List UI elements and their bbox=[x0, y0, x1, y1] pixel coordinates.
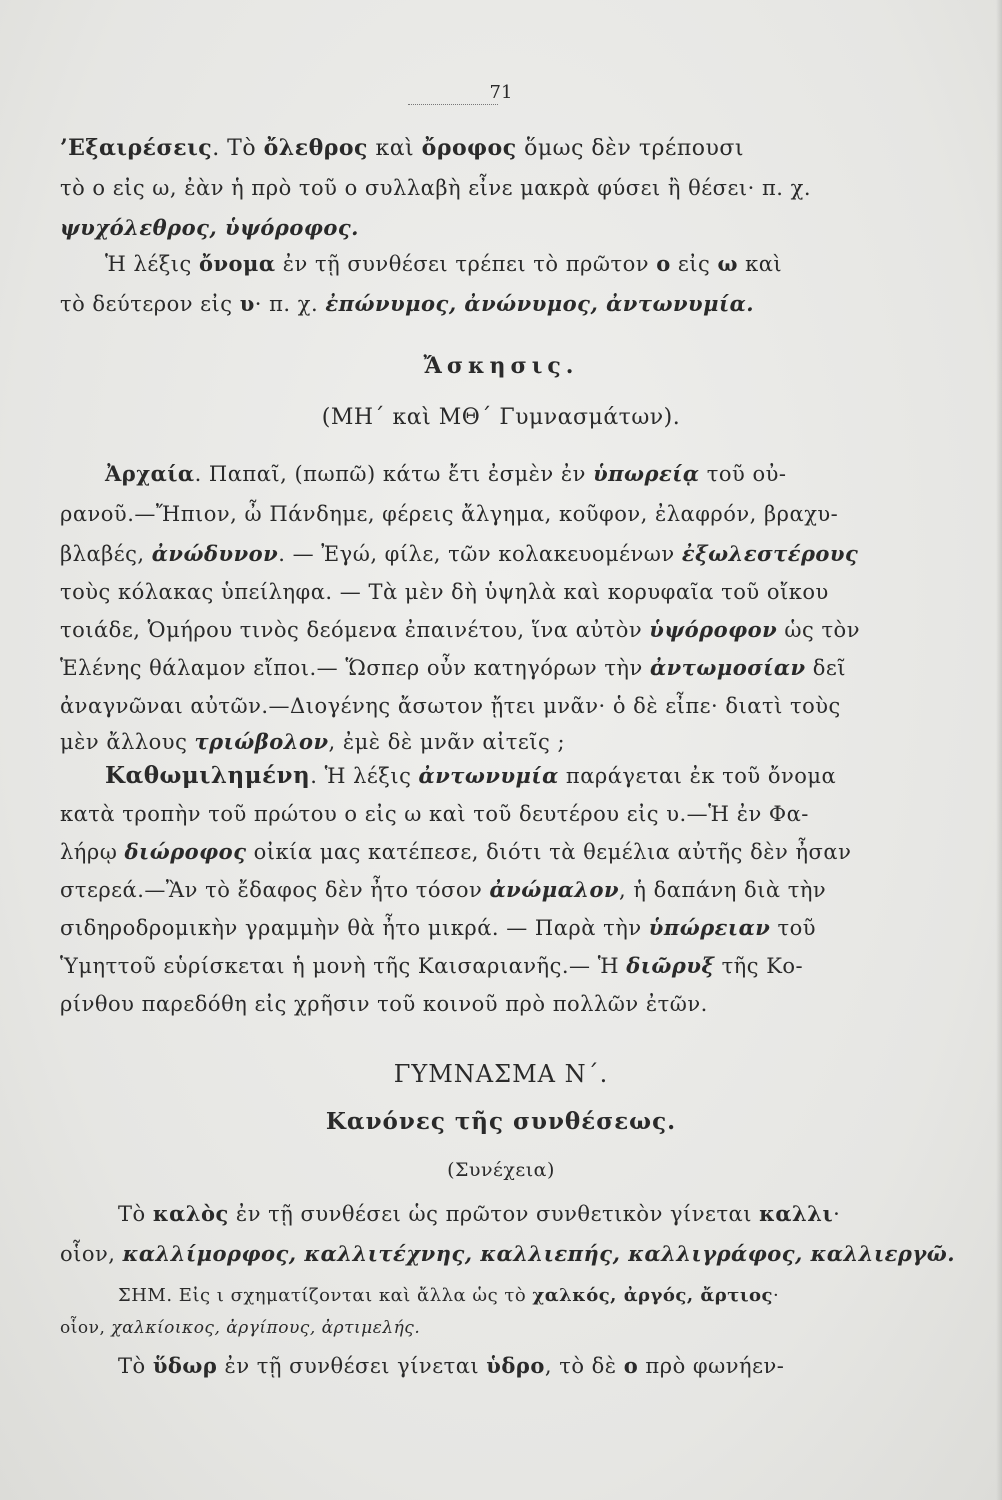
note-line-2 bbox=[60, 1314, 1002, 1342]
kathomilimeni-label: Καθωμιλημένη bbox=[105, 762, 311, 789]
example-words: καλλίμορφος, καλλιτέχνης, καλλιεπής, καλλιγράφος, καλλιεργῶ. bbox=[122, 1241, 956, 1266]
text: εἰς bbox=[670, 252, 718, 276]
word-dioryx: διῶρυξ bbox=[626, 953, 715, 978]
word-anomalon: ἀνώμαλον bbox=[489, 877, 620, 902]
word-antonymia: ἀντωνυμία bbox=[418, 763, 559, 788]
text: . — Ἐγώ, φίλε, τῶν κολακευομένων bbox=[278, 542, 682, 566]
exceptions-line-3: ψυχόλεθρος, ὑψόροφος. bbox=[60, 215, 359, 240]
example-words: χαλκός, ἀργός, ἄρτιος bbox=[532, 1285, 774, 1306]
word-hyporeian: ὑπώρειαν bbox=[648, 915, 771, 940]
note-label: ΣΗΜ. bbox=[118, 1285, 173, 1306]
text: τὸ δεύτερον εἰς bbox=[60, 292, 240, 316]
text: οἰκία μας κατέπεσε, διότι τὰ θεμέλια αὐτῆς δὲν ἦσαν bbox=[246, 840, 852, 864]
kathomilimeni-line-3 bbox=[60, 838, 1002, 866]
word-hyporeia: ὑπωρείᾳ bbox=[593, 461, 700, 486]
kathomilimeni-line-7: ρίνθου παρεδόθη εἰς χρῆσιν τοῦ κοινοῦ πρὸ πολλῶν ἐτῶν. bbox=[60, 992, 708, 1016]
text: καὶ bbox=[367, 136, 422, 161]
text: Εἰς ι σχηματίζονται καὶ ἄλλα ὡς τὸ bbox=[172, 1285, 533, 1306]
text: . Ἡ λέξις bbox=[310, 764, 419, 788]
example-words: ἐπώνυμος, ἀνώνυμος, ἀντωνυμία. bbox=[325, 291, 755, 316]
text: τοῦ οὐ- bbox=[699, 462, 787, 486]
text: τοιάδε, Ὁμήρου τινὸς δεόμενα ἐπαινέτου, ἵνα αὐτὸν bbox=[60, 618, 650, 642]
word-diorofos: διώροφος bbox=[124, 839, 247, 864]
hydor-line-1 bbox=[118, 1352, 1002, 1380]
archaia-line-7: ἀναγνῶναι αὐτῶν.—Διογένης ἄσωτον ᾔτει μνᾶν· ὁ δὲ εἶπε· διατὶ τοὺς bbox=[60, 694, 841, 718]
text: . Τὸ bbox=[212, 136, 264, 161]
text: Ὑμηττοῦ εὑρίσκεται ἡ μονὴ τῆς Καισαριανῆς.— Ἡ bbox=[60, 954, 627, 978]
archaia-line-5 bbox=[60, 616, 1002, 644]
word-onoma: ὄνομα bbox=[198, 251, 276, 276]
kathomilimeni-line-4 bbox=[60, 876, 1002, 904]
text: ἐν τῇ συνθέσει τρέπει τὸ πρῶτον bbox=[275, 252, 657, 276]
exercise-subtitle: (ΜΗ΄ καὶ ΜΘ΄ Γυμνασμάτων). bbox=[321, 405, 681, 430]
text: ἐν τῇ συνθέσει ὡς πρῶτον συνθετικὸν γίνεται bbox=[228, 1202, 760, 1226]
letter-o: ο bbox=[623, 1353, 639, 1378]
text: δεῖ bbox=[805, 656, 847, 680]
text: οἷον, bbox=[60, 1318, 112, 1338]
archaia-line-1 bbox=[105, 460, 1002, 488]
text: · bbox=[773, 1285, 780, 1306]
kathomilimeni-line-2: κατὰ τροπὴν τοῦ πρώτου ο εἰς ω καὶ τοῦ δευτέρου εἰς υ.—Ἡ ἐν Φα- bbox=[60, 802, 809, 826]
text: , ἡ δαπάνη διὰ τὴν bbox=[619, 878, 827, 902]
text: καὶ bbox=[737, 252, 783, 276]
letter-upsilon: υ bbox=[239, 291, 255, 316]
gymnasma-continuation: (Συνέχεια) bbox=[447, 1159, 555, 1181]
word-anodynon: ἀνώδυνον bbox=[151, 541, 279, 566]
word-trioboloon: τριώβολον bbox=[194, 729, 329, 754]
text: πρὸ φωνήεν- bbox=[638, 1354, 785, 1378]
archaia-label: Ἀρχαία bbox=[105, 461, 195, 486]
text: τοῦ bbox=[770, 916, 817, 940]
exceptions-label: ’Εξαιρέσεις bbox=[60, 135, 213, 161]
text: Ἡ λέξις bbox=[105, 252, 199, 276]
text: Τὸ bbox=[118, 1202, 153, 1226]
text: παράγεται ἐκ τοῦ ὄνομα bbox=[558, 764, 837, 788]
word-olethros: ὄλεθρος bbox=[263, 135, 368, 161]
word-orofos: ὄροφος bbox=[421, 135, 517, 161]
word-kalos: καλὸς bbox=[152, 1201, 229, 1226]
archaia-line-6 bbox=[60, 654, 1002, 682]
text: ἐν τῇ συνθέσει γίνεται bbox=[217, 1354, 487, 1378]
letter-o: ο bbox=[656, 251, 671, 276]
gymnasma-subtitle: Κανόνες τῆς συνθέσεως. bbox=[325, 1108, 677, 1135]
text: · bbox=[833, 1202, 841, 1226]
letter-omega: ω bbox=[717, 251, 738, 276]
text: · π. χ. bbox=[254, 292, 326, 316]
kathomilimeni-line-6 bbox=[60, 952, 1002, 980]
text: τῆς Κο- bbox=[714, 954, 804, 978]
gymnasma-title: ΓΥΜΝΑΣΜΑ Ν΄. bbox=[393, 1060, 609, 1088]
text: Τὸ bbox=[118, 1354, 153, 1378]
word-hypsorofon: ὑψόροφον bbox=[649, 617, 778, 642]
kalos-line-2 bbox=[60, 1240, 1002, 1268]
text: . Παπαῖ, (πωπῶ) κάτω ἔτι ἐσμὲν ἐν bbox=[194, 462, 594, 486]
archaia-line-8 bbox=[60, 728, 1002, 756]
onoma-line-2 bbox=[60, 290, 1002, 318]
word-hydor: ὕδωρ bbox=[152, 1353, 218, 1378]
word-kalli: καλλι bbox=[759, 1201, 834, 1226]
example-words: χαλκίοικος, ἀργίπους, ἀρτιμελής. bbox=[111, 1318, 421, 1338]
text: στερεά.—Ἂν τὸ ἔδαφος δὲν ἦτο τόσον bbox=[60, 878, 490, 902]
archaia-line-2: ρανοῦ.—Ἤπιον, ὦ Πάνδημε, φέρεις ἄλγημα, κοῦφον, ἐλαφρόν, βραχυ- bbox=[60, 502, 839, 526]
kathomilimeni-line-5 bbox=[60, 914, 1002, 942]
text: Ἑλένης θάλαμον εἴποι.— Ὥσπερ οὖν κατηγόρων τὴν bbox=[60, 656, 650, 680]
archaia-line-3 bbox=[60, 540, 1002, 568]
archaia-line-4: τοὺς κόλακας ὑπείληφα. — Τὰ μὲν δὴ ὑψηλὰ καὶ κορυφαῖα τοῦ οἴκου bbox=[60, 580, 829, 604]
text: λήρῳ bbox=[60, 840, 125, 864]
word-antomosian: ἀντωμοσίαν bbox=[649, 655, 806, 680]
page-number: 71 bbox=[489, 82, 513, 103]
text: οἷον, bbox=[60, 1242, 123, 1266]
onoma-line-1 bbox=[105, 250, 1002, 278]
note-line-1 bbox=[118, 1282, 1002, 1310]
exceptions-line-1 bbox=[60, 134, 1002, 163]
text: ὡς τὸν bbox=[777, 618, 860, 642]
text: , ἐμὲ δὲ μνᾶν αἰτεῖς ; bbox=[328, 730, 566, 754]
text: ὅμως δὲν τρέπουσι bbox=[516, 136, 745, 161]
word-hydro: ὑδρο bbox=[486, 1353, 545, 1378]
text: βλαβές, bbox=[60, 542, 152, 566]
exercise-title: Ἄσκησις. bbox=[423, 353, 579, 379]
kalos-line-1 bbox=[118, 1200, 1002, 1228]
text: σιδηροδρομικὴν γραμμὴν θὰ ἦτο μικρά. — Παρὰ τὴν bbox=[60, 916, 649, 940]
page-number-rule bbox=[408, 104, 498, 105]
page-edge-shadow bbox=[996, 0, 1002, 1500]
exceptions-line-2: τὸ ο εἰς ω, ἐὰν ἡ πρὸ τοῦ ο συλλαβὴ εἶνε μακρὰ φύσει ἢ θέσει· π. χ. bbox=[60, 176, 812, 200]
text: , τὸ δὲ bbox=[544, 1354, 624, 1378]
text: μὲν ἄλλους bbox=[60, 730, 195, 754]
word-exolesterous: ἐξωλεστέρους bbox=[681, 541, 859, 566]
kathomilimeni-line-1 bbox=[105, 762, 1002, 790]
